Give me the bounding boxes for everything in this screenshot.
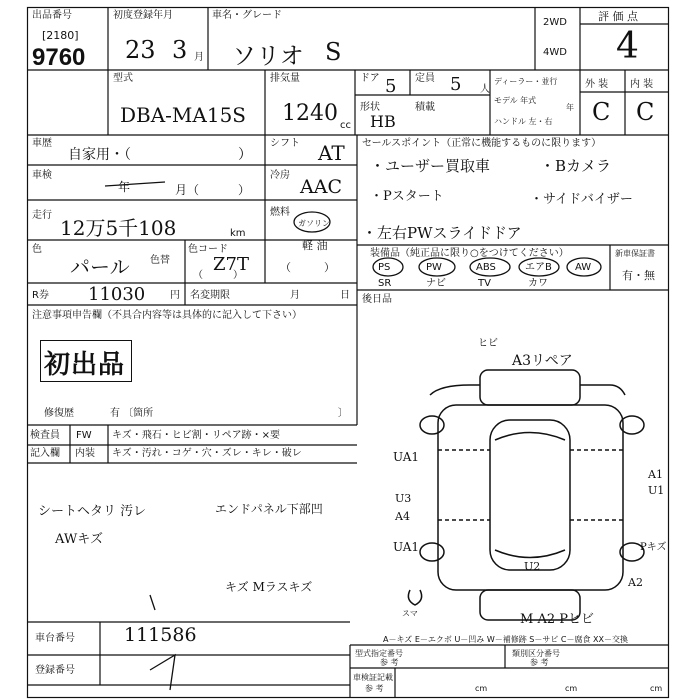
diag-center: U2 [524,560,541,573]
equip-navi: ナビ [426,278,446,289]
size-ref: 参 考 [365,684,384,693]
size-label: 車検証記載 [353,673,393,682]
lot-label: 出品番号 [32,10,72,21]
diag-left-3: A4 [395,510,410,523]
color-label: 色 [32,244,42,255]
equip-aw: AW [575,262,592,273]
ac-label: 冷房 [270,170,290,181]
sales-title: セールスポイント（正常に機能するものに限ります） [362,138,602,149]
regno-label: 登録番号 [35,665,75,676]
ac-value: AAC [300,176,342,198]
warranty-label: 新車保証書 [615,249,655,258]
disp-value: 1240 [282,101,338,126]
year-unit: 年 [566,103,574,112]
dealer-label: ディーラー・並行 [494,77,558,86]
cm-2: cm [565,684,578,693]
mileage-value: 12万5千108 [60,216,177,240]
note-aw: AWキズ [55,532,103,547]
equip-tv: TV [478,278,491,289]
diag-front: A3リペア [512,353,573,369]
color-change-label: 色替 [150,255,170,266]
int-label: 内 装 [630,79,654,90]
equip-airbag: エアB [525,262,552,273]
reg-label: 初度登録年月 [113,10,173,21]
load-label: 積載 [415,102,435,113]
fw-label: FW [76,430,92,441]
diag-mirror: スマ [402,609,418,618]
sales-line1b: ・Bカメラ [540,157,612,175]
shape-label: 形状 [360,102,380,113]
equip-abs: ABS [476,262,496,273]
shape-value: HB [370,112,396,131]
km-unit: km [230,228,246,239]
name-change-label: 名変期限 [190,290,230,301]
chassis-label: 車台番号 [35,633,75,644]
equip-sr: SR [378,278,392,289]
sales-line3: ・左右PWスライドドア [362,224,522,242]
spec-ref: 参 考 [380,658,399,667]
later-label: 後日品 [362,294,392,305]
fuel-label: 燃料 [270,207,290,218]
diag-left-4: UA1 [393,540,420,554]
disp-unit: cc [340,120,351,131]
capacity-value: 5 [450,74,462,95]
ext-grade: C [592,98,611,126]
inspector-label: 検査員 [30,430,60,441]
fuel-paren: （ ） [280,261,335,274]
color-code-paren: （ ） [193,270,243,281]
score-label: 評 価 点 [598,10,638,23]
color-code-value: Z7T [213,254,249,275]
chassis-value: 111586 [124,624,197,646]
recycle-label: R券 [32,290,49,301]
drive-2wd: 2WD [543,17,567,28]
history-value: 自家用・（ [68,147,131,163]
note-seat: シートヘタリ 汚レ [38,504,147,519]
interior-label: 内装 [75,448,95,459]
inspection-label: 車検 [32,170,52,181]
diag-right-4: A2 [628,576,643,589]
shift-label: シフト [270,138,300,149]
reg-year: 23 [125,36,156,64]
fw-items: キズ・飛石・ヒビ割・リペア跡・×要 [112,430,280,441]
mileage-label: 走行 [32,210,52,221]
door-label: ドア [360,73,380,84]
warranty-value: 有・無 [622,269,655,282]
class-label: 類別区分番号 [512,649,560,658]
color-value: パール [70,255,130,279]
diag-rear: M A2 Pヒビ [520,612,594,627]
diag-left-2: U3 [395,492,412,505]
car-diagram [408,370,644,620]
repair-value: 有 〔箇所 [110,408,154,419]
reg-month: 3 [172,36,188,64]
type-label: 型式 [113,73,133,84]
grade: S [325,38,342,66]
inspection-close: ） [238,183,251,197]
color-code-label: 色コード [188,244,228,255]
yen-unit: 円 [170,290,180,301]
day-short: 日 [340,290,350,301]
month-short: 月 [290,290,300,301]
history-close: ） [238,147,252,163]
sales-line2b: ・サイドバイザー [530,192,633,207]
lot-number: 9760 [32,44,86,71]
equip-ps: PS [378,262,391,273]
legend: A－キズ E－エクボ U－凹み W－補修跡 S－サビ C－腐食 XX－交換 [383,635,629,644]
diag-left-1: UA1 [393,450,420,464]
equip-leather: カワ [528,278,548,289]
month-unit: 月 [194,52,204,63]
history-label: 車歴 [32,138,52,149]
sales-line2a: ・Pスタート [370,189,444,204]
model-code: DBA-MA15S [120,103,247,127]
diag-top-mark: ヒビ [478,338,498,349]
disp-label: 排気量 [270,73,300,84]
diag-right-1: A1 [648,468,663,481]
person-unit: 人 [480,84,490,95]
note-scratch: キズ Mラスキズ [225,580,313,594]
lot-code: [2180] [42,29,79,42]
spec-label: 型式指定番号 [355,649,403,658]
entry-label: 記入欄 [30,448,60,459]
fuel-gas: ガソリン [298,219,330,228]
shift-value: AT [318,141,345,165]
int-grade: C [636,98,655,126]
diag-right-2: U1 [648,484,665,497]
equip-pw: PW [426,262,442,273]
note-panel: エンドパネル下部凹 [215,502,323,516]
recycle-value: 11030 [88,284,146,305]
first-listing-stamp: 初出品 [44,350,126,380]
fuel-diesel: 軽 油 [302,239,328,252]
interior-items: キズ・汚れ・コゲ・穴・ズレ・キレ・破レ [112,448,302,459]
ext-label: 外 装 [585,79,609,90]
model-year-label: モデル 年式 [494,96,537,105]
car-name: ソリオ [232,42,304,70]
drive-4wd: 4WD [543,47,567,58]
sales-line1a: ・ユーザー買取車 [370,157,491,175]
cm-3: cm [650,684,663,693]
repair-close: 〕 [338,408,348,419]
equipment-title: 装備品（純正品に限り○をつけてください） [370,248,569,259]
door-value: 5 [385,76,397,97]
inspection-year: 年 [118,180,131,194]
handle-label: ハンドル 左・右 [494,117,553,126]
score: 4 [616,26,639,67]
class-ref: 参 考 [530,658,549,667]
repair-label: 修復歴 [44,408,74,419]
name-label: 車名・グレード [212,10,282,21]
cm-1: cm [475,684,488,693]
capacity-label: 定員 [415,73,435,84]
notes-label: 注意事項申告欄（不具合内容等は具体的に記入して下さい） [32,310,302,321]
inspection-month: 月（ [175,183,200,197]
diag-right-3: Pキズ [640,542,667,553]
